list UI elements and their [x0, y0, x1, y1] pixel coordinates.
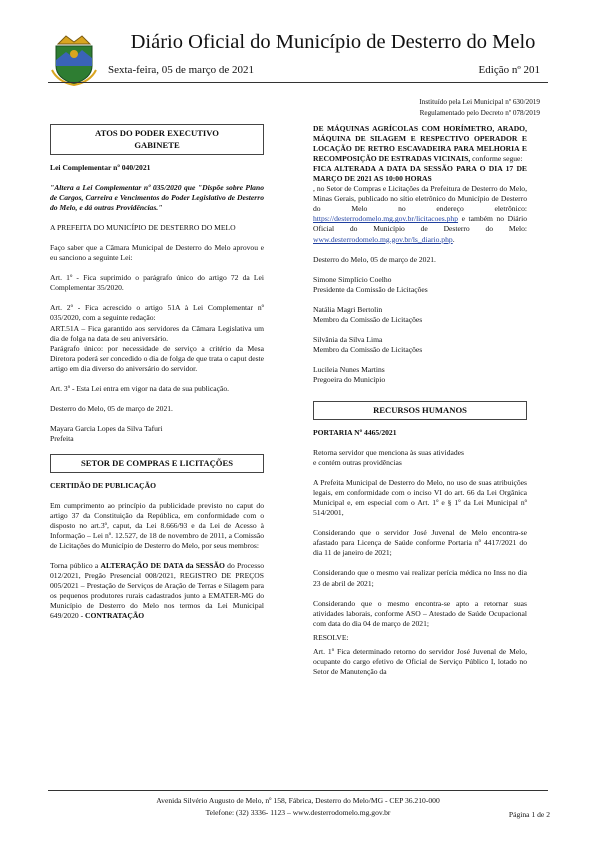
footer-address: Avenida Silvério Augusto de Melo, nº 158, Fábrica, Desterro do Melo/MG - CEP 36.210-000	[156, 796, 440, 805]
torna-publico-highlight: ALTERAÇÃO DE DATA da SESSÃO	[100, 561, 225, 571]
member-role: Membro da Comissão de Licitações	[313, 314, 423, 324]
section-header-executivo	[50, 124, 264, 155]
resolve-heading: RESOLVE:	[313, 632, 349, 642]
law-title: Lei Complementar nº 040/2021	[50, 163, 151, 172]
edition-number: Edição nº 201	[478, 64, 540, 76]
page-number: Página 1 de 2	[508, 810, 550, 819]
footer-contact: Telefone: (32) 3336- 1123 – www.desterrodomelo.mg.gov.br	[205, 808, 391, 817]
member-3	[313, 335, 527, 355]
portaria-paragraph-1: A Prefeita Municipal de Desterro do Melo, no uso de suas atribuições legais, em conformidade com o inciso VI do art. 66 da Lei Orgânica Municipal e, em especial com o Art. 1º e § 1º da Lei Municipal nº 514/2001,	[313, 478, 527, 518]
member-1	[313, 275, 527, 295]
portaria-paragraph-2: Considerando que o servidor José Juvenal de Melo encontra-se afastado para Licença de Saúde conforme Portaria nº 4417/2021 do dia 11 de janeiro de 2021;	[313, 528, 527, 558]
portaria-summary-2: e contém outras providências	[313, 458, 402, 468]
institution-line-2: Regulamentado pelo Decreto nº 078/2019	[419, 109, 540, 117]
article-2: Art. 2º - Fica acrescido o artigo 51A à Lei Complementar nº 035/2020, com a seguinte redação:	[50, 303, 264, 323]
section-subtitle-gabinete: GABINETE	[134, 140, 180, 150]
continuation-bold: DE MÁQUINAS AGRÍCOLAS COM HORÍMETRO, ARADO, MÁQUINA DE SILAGEM E RESPECTIVO OPERADOR E LOCAÇÃO DE RETRO ESCAVADEIRA PARA MELHORIA E RECOMPOSIÇÃO DE ESTRADAS VICINAIS,	[313, 124, 527, 164]
member-name: Silvânia da Silva Lima	[313, 334, 383, 344]
article-51a: ART.51A – Fica garantido aos servidores da Câmara Legislativa um dia de folga na data de seu aniversário.	[50, 323, 264, 343]
date-place-right: Desterro do Melo, 05 de março de 2021.	[313, 254, 436, 264]
footer-divider	[48, 790, 548, 791]
publication-mid: e também no Diário Oficial do Município de Desterro do Melo:	[313, 214, 527, 234]
publication-paragraph	[313, 184, 527, 244]
portaria-paragraph-4: Considerando que o mesmo encontra-se apto a retornar suas atividades laborais, conforme ASO – Atestado de Saúde Ocupacional com data do dia 04 de março de 2021;	[313, 598, 527, 628]
member-role: Membro da Comissão de Licitações	[313, 344, 423, 354]
member-name: Lucileia Nunes Martins	[313, 364, 385, 374]
portaria-summary	[313, 448, 527, 468]
licitacoes-link[interactable]: https://desterrodomelo.mg.gov.br/licitacoes.php	[313, 214, 459, 224]
member-role: Pregoeira do Município	[313, 374, 386, 384]
portaria-title: PORTARIA Nº 4465/2021	[313, 427, 397, 437]
torna-publico-body: do Processo 012/2021, Pregão Presencial 008/2021, REGISTRO DE PREÇOS 005/2021 – Prestação de Serviços de Aração de Terras e Silagem para os pequenos produtores rurais cadastrados junto a EMATER-MG do Município de Desterro do Melo nos termos da Lei Municipal 649/2020 -	[50, 561, 264, 621]
prefeita-intro: A PREFEITA DO MUNICÍPIO DE DESTERRO DO MELO	[50, 223, 236, 233]
continuation-normal: conforme segue:	[470, 154, 523, 164]
signatory-name: Mayara Garcia Lopes da Silva Tafuri	[50, 423, 163, 433]
section-header-compras: SETOR DE COMPRAS E LICITAÇÕES	[50, 454, 264, 473]
certidao-title: CERTIDÃO DE PUBLICAÇÃO	[50, 480, 157, 490]
right-column	[313, 124, 527, 687]
certidao-text: Em cumprimento ao princípio da publicidade previsto no caput do artigo 37 da Constituição da República, em conformidade com o disposto no art.3º, caput, da Lei 8.666/93 e da Lei de Acesso à Informação – Lei nº. 12.527, de 18 de novembro de 2011, a Comissão de Licitações do Município de Desterro do Melo, por seus membros:	[50, 500, 264, 551]
publication-text: , no Setor de Compras e Licitações da Prefeitura de Desterro do Melo, Minas Gerais, publicado no sítio eletrônico do Município de Desterro do Melo no endereço eletrônico:	[313, 184, 527, 214]
new-session-date: FICA ALTERADA A DATA DA SESSÃO PARA O DIA 17 DE MARÇO DE 2021 AS 10:00 HORAS	[313, 164, 527, 184]
institution-note	[320, 97, 540, 119]
faco-saber-paragraph: Faço saber que a Câmara Municipal de Desterro do Melo aprovou e eu sanciono a seguinte Lei:	[50, 243, 264, 263]
law-summary-text: "Altera a Lei Complementar nº 035/2020 que "Dispõe sobre Plano de Cargos, Carreira e Vencimentos do Poder Legislativo de Desterro do Melo, e dá outras Providências."	[50, 183, 264, 213]
paragrafo-unico: Parágrafo único: por necessidade de serviço a critério da Mesa Diretora poderá ser concedido o dia de folga de que trata o caput deste artigo em dia diverso do aniversário do servidor.	[50, 343, 265, 373]
portaria-paragraph-3: Considerando que o mesmo vai realizar perícia médica no Inss no dia 23 de abril de 2021;	[313, 568, 527, 588]
signatory-role: Prefeita	[50, 433, 74, 443]
member-name: Simone Simplício Coelho	[313, 274, 392, 284]
portaria-article-1: Art. 1º Fica determinado retorno do servidor José Juvenal de Melo, ocupante do cargo efetivo de Oficial de Serviço Público I, lotado no Setor de Manutenção da	[313, 646, 527, 676]
issue-date: Sexta-feira, 05 de março de 2021	[108, 64, 254, 76]
torna-publico-tail: CONTRATAÇÃO	[85, 611, 145, 621]
article-3: Art. 3º - Esta Lei entra em vigor na data de sua publicação.	[50, 383, 230, 393]
header-divider	[48, 82, 548, 83]
municipal-crest-icon	[50, 30, 98, 86]
law-summary	[50, 183, 264, 213]
member-2	[313, 305, 527, 325]
member-4	[313, 365, 527, 385]
publication-end: .	[452, 234, 455, 244]
section-title-executivo: ATOS DO PODER EXECUTIVO	[95, 128, 219, 138]
page-title: Diário Oficial do Município de Desterro do Melo	[130, 31, 536, 53]
left-column	[50, 124, 264, 632]
member-name: Natália Magri Bertolin	[313, 304, 383, 314]
continuation-paragraph	[313, 124, 527, 164]
section-header-rh: RECURSOS HUMANOS	[313, 401, 527, 420]
portaria-summary-1: Retorna servidor que menciona às suas atividades	[313, 448, 464, 458]
signature-block	[50, 424, 264, 444]
date-place-left: Desterro do Melo, 05 de março de 2021.	[50, 403, 173, 413]
institution-line-1: Instituído pela Lei Municipal nº 630/2019	[419, 98, 540, 106]
diario-link[interactable]: www.desterrodomelo.mg.gov.br/ls_diario.php	[313, 234, 453, 244]
member-role: Presidente da Comissão de Licitações	[313, 284, 428, 294]
article-1: Art. 1º - Fica suprimido o parágrafo único do artigo 72 da Lei Complementar 35/2020.	[50, 273, 264, 293]
torna-publico-paragraph	[50, 561, 264, 621]
torna-publico-lead: Torna público a	[50, 561, 101, 571]
